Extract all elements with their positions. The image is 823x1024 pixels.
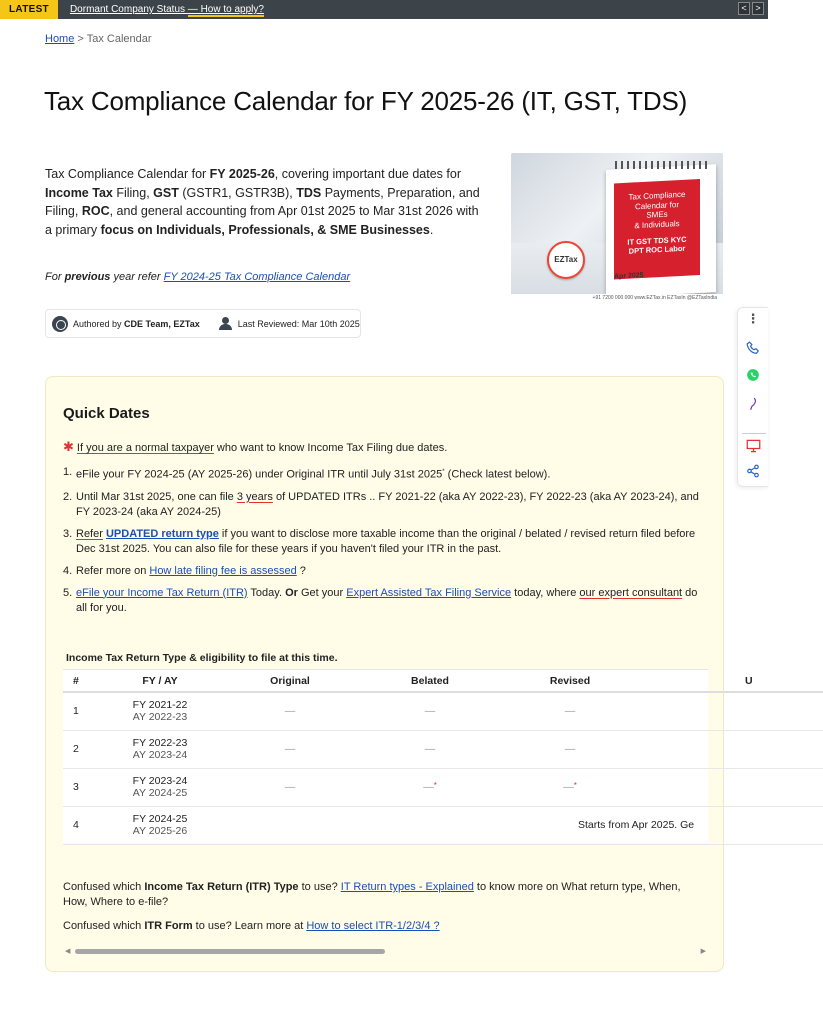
tax-calendar-hero-image (511, 153, 723, 303)
team-icon (52, 316, 68, 332)
ticker-nav (738, 2, 764, 15)
efile-itr-link[interactable]: eFile your Income Tax Return (ITR) (76, 586, 248, 599)
last-reviewed: Last Reviewed: Mar 10th 2025 (237, 318, 360, 329)
table-row: 4 FY 2024-25 AY 2025-26 Starts from Apr 2025. Ge (63, 806, 823, 844)
itr-types-explained-link[interactable]: IT Return types - Explained (340, 881, 474, 893)
latest-badge: LATEST (0, 0, 58, 19)
share-icon[interactable] (745, 464, 761, 480)
starts-from-apr-2025-cell: Starts from Apr 2025. Ge (215, 806, 823, 844)
table-caption: Income Tax Return Type & eligibility to file at this time. (63, 647, 708, 670)
calendar-rings (615, 161, 711, 169)
table-row: 2 FY 2022-23 AY 2023-24 — — — (63, 730, 823, 768)
scroll-right-icon[interactable]: ▶ (700, 948, 706, 955)
ticker-link[interactable]: Dormant Company Status — How to apply? (69, 4, 264, 15)
intro-paragraph: Tax Compliance Calendar for FY 2025-26, covering important due dates for Income Tax Filing, GST (GSTR1, GSTR3B), TDS Payments, Preparation, and Filing, ROC, and general accounting from Apr 01st 2025 to Mar 31st 2026 with a primary focus on Individuals, Professionals, & SME Businesses. (45, 167, 480, 237)
quick-dates-list (63, 465, 703, 623)
ticker-next-button[interactable]: > (752, 2, 764, 15)
itr-form-help: Confused which ITR Form to use? Learn more at How to select ITR-1/2/3/4 ? (63, 920, 440, 932)
quick-dates-title: Quick Dates (63, 405, 150, 422)
list-item: 4. Refer more on How late filing fee is assessed ? (63, 564, 306, 577)
breadcrumb-home-link[interactable]: Home (45, 33, 75, 45)
itr-eligibility-table (63, 647, 753, 843)
late-filing-fee-link[interactable]: How late filing fee is assessed (149, 564, 297, 577)
monitor-icon[interactable] (745, 439, 761, 455)
breadcrumb-current: Tax Calendar (86, 33, 152, 45)
scroll-left-icon[interactable]: ◀ (65, 948, 71, 955)
normal-taxpayer-note: ✱ If you are a normal taxpayer who want to know Income Tax Filing due dates. (63, 439, 448, 454)
latest-ticker (0, 0, 768, 19)
feather-icon[interactable] (745, 397, 761, 413)
list-item: 5. eFile your Income Tax Return (ITR) Today. Or Get your Expert Assisted Tax Filing Service today, where our expert consultant do all for you. (63, 586, 698, 614)
page-title: Tax Compliance Calendar for FY 2025-26 (IT, GST, TDS) (44, 86, 688, 116)
previous-year-note: For previous year refer FY 2024-25 Tax Compliance Calendar (45, 271, 351, 283)
reviewer-icon (218, 317, 234, 331)
eztax-logo: EZTax (547, 241, 585, 279)
list-item: 3. Refer UPDATED return type if you want to disclose more taxable income than the original / belated / revised return filed before Dec 31st 2025. You can also file for these years if you haven't filed your ITR in the past. (63, 527, 696, 555)
floating-contact-bar (737, 307, 768, 487)
table-header-row: # FY / AY Original Belated Revised U (63, 670, 823, 692)
updated-return-type-link[interactable]: UPDATED return type (105, 527, 219, 540)
quick-dates-panel (45, 376, 753, 972)
list-item: 1. eFile your FY 2024-25 (AY 2025-26) under Original ITR until July 31st 2025* (Check latest below). (63, 466, 551, 481)
table-row: 1 FY 2021-22 AY 2022-23 — — — (63, 692, 823, 730)
list-item: 2. Until Mar 31st 2025, one can file 3 years of UPDATED ITRs .. FY 2021-22 (aka AY 2022-23), FY 2022-23 (aka AY 2023-24), and FY 2023-24 (aka AY 2024-25) (63, 490, 699, 518)
author-info-bar: Authored by CDE Team, EZTax Last Reviewed: Mar 10th 2025 (45, 309, 361, 338)
phone-icon[interactable] (745, 341, 761, 357)
hero-contact-strip: +91 7200 000 000 www.EZTax.in EZTaxIn @EZTaxIndia (511, 294, 723, 303)
whatsapp-icon[interactable] (745, 368, 761, 384)
table-horizontal-scrollbar[interactable] (63, 946, 708, 956)
previous-year-calendar-link[interactable]: FY 2024-25 Tax Compliance Calendar (163, 271, 351, 283)
table-row: 3 FY 2023-24 AY 2024-25 — —* —* (63, 768, 823, 806)
itr-type-help: Confused which Income Tax Return (ITR) Type to use? IT Return types - Explained to know more on What return type, When, How, Where to e-file? (63, 881, 681, 908)
ticker-prev-button[interactable]: < (738, 2, 750, 15)
more-icon[interactable]: ⋮ (746, 311, 760, 326)
select-itr-form-link[interactable]: How to select ITR-1/2/3/4 ? (306, 920, 440, 932)
scrollbar-thumb[interactable] (75, 949, 385, 954)
asterisk-icon: ✱ (63, 439, 74, 454)
breadcrumb: Home > Tax Calendar (45, 33, 152, 45)
expert-assisted-filing-link[interactable]: Expert Assisted Tax Filing Service (346, 586, 512, 599)
desk-calendar-graphic: Tax Compliance Calendar for SMEs & Individuals IT GST TDS KYC DPT ROC Labor Apr 2025 (606, 164, 716, 298)
